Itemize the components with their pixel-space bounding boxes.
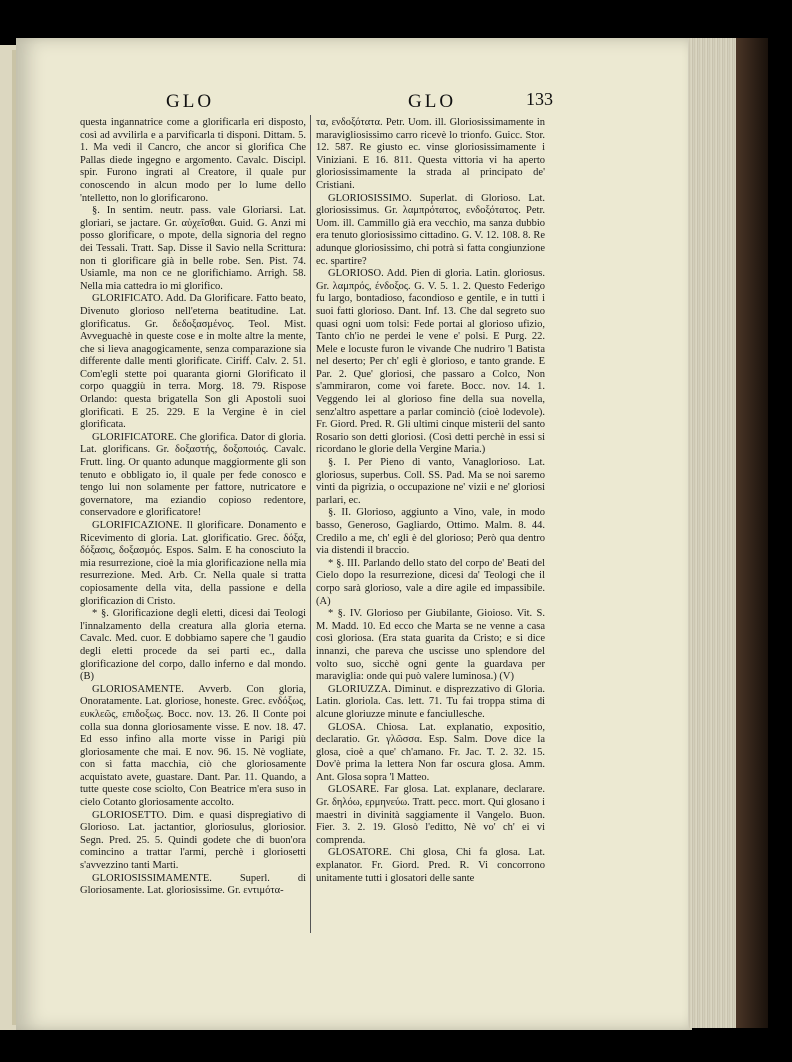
dictionary-entry: GLORIFICAZIONE. Il glorificare. Donamento e Ricevimento di gloria. Lat. glorificatio. Grec. δόξα, δόξασις, δοξασμός. Espos. Salm. E ha conosciuto la mia resurrezione, cioè la mia glorificazione nella mia resurrezione. Med. Arb. Cr. Nella quale si tratta copiosamente della vita, della passione e della glorificazion di Cristo.	[80, 520, 306, 607]
paragraph: τα, ενδοξότατα. Petr. Uom. ill. Gloriosissimamente in maravigliosissimo carro ricevè lo trionfo. Guicc. Stor. 12. 587. Re giusto ec. vinse gloriosissimamente i Viniziani. E 16. 811. Questa vittoria vi ha aperto gloriosissimamente la strada al principato de' Cristiani.	[316, 117, 545, 191]
dictionary-entry: GLORIOSETTO. Dim. e quasi dispregiativo di Glorioso. Lat. jactantior, gloriosulus, gloriosior. Segn. Pred. 25. 5. Quindi godete che di buon'ora comincino a trattar l'armi, perchè i gloriosetti s'avvezzino tanti Marti.	[80, 809, 306, 872]
column-divider	[310, 115, 311, 933]
paragraph: §. II. Glorioso, aggiunto a Vino, vale, in modo basso, Generoso, Gagliardo, Ottimo. Malm. 8. 44. Credilo a me, ch' egli è del glorioso; Però qua dentro via distendi il braccio.	[316, 507, 545, 557]
book-cover	[736, 38, 768, 1028]
paragraph: * §. Glorificazione degli eletti, dicesi dai Teologi l'innalzamento della creatura alla gloria eterna. Cavalc. Med. cuor. E dobbiamo sapere che 'l gaudio degli eletti procede da sei parti ec., dalla glorificazione del corpo, dallo inferno e dal mondo. (B)	[80, 608, 306, 683]
page-fore-edge	[688, 38, 738, 1028]
running-head-right: GLO	[408, 91, 457, 112]
dictionary-entry: GLORIFICATORE. Che glorifica. Dator di gloria. Lat. glorificans. Gr. δοξαστής, δοξοποιός. Cavalc. Frutt. ling. Or quanto adunque maggiormente gli son tenuto e obbligato io, il quale per fede conosco e tengo lui non solamente per fattore, nutricatore e governatore, ma eziandio copioso redentore, conservadore e glorificatore!	[80, 431, 306, 519]
right-column	[316, 117, 545, 885]
dictionary-entry: GLOSA. Chiosa. Lat. explanatio, expositio, declaratio. Gr. γλῶσσα. Esp. Salm. Dove dice la glosa, cioè a que' ch'amano. Fr. Jac. T. 2. 32. 15. Dov'è prima la lettera Non far oscura glosa. Amm. Ant. Glosa sopra 'l Matteo.	[316, 721, 545, 783]
running-head-left: GLO	[166, 91, 215, 112]
page-number: 133	[526, 89, 553, 109]
paragraph: * §. IV. Glorioso per Giubilante, Gioioso. Vit. S. M. Madd. 10. Ed ecco che Marta se ne venne a casa così gloriosa. (Era stata guarita da Cristo; e si dice innanzi, che pareva che uscisse uno splendore del volto suo, sicchè ogni gente la guardava per maraviglia: onde qui può valere luminosa.) (V)	[316, 608, 545, 683]
dictionary-entry: GLOSATORE. Chi glosa, Chi fa glosa. Lat. explanator. Fr. Giord. Pred. R. Vi concorrono unitamente tutti i glosatori delle sante	[316, 847, 545, 884]
paragraph: * §. III. Parlando dello stato del corpo de' Beati del Cielo dopo la resurrezione, dicesi da' Teologi che il corpo sarà glorioso, vale a dire agile ed impassibile. (A)	[316, 557, 545, 607]
dictionary-entry: GLORIOSISSIMAMENTE. Superl. di Gloriosamente. Lat. gloriosissime. Gr. εντιμότα-	[80, 872, 306, 897]
paragraph: §. In sentim. neutr. pass. vale Gloriarsi. Lat. gloriari, se jactare. Gr. αὐχεῖσθαι. Guid. G. Anzi mi posso glorificare, o mpote, della signoria del regno dei Tessali. Tratt. Sap. Disse il Savio nella Scrittura: non ti glorificare già in belle robe. Sen. Pist. 74. Usiamle, ma non ce ne glorifichiamo. Arrigh. 58. Nella mia cattedra io mi glorifico.	[80, 205, 306, 292]
paragraph: §. I. Per Pieno di vanto, Vanaglorioso. Lat. gloriosus, superbus. Coll. SS. Pad. Ma se noi saremo vinti da pigrizia, o occupazione ne' vizii e ne' gloriosi parlari, ec.	[316, 457, 545, 506]
paragraph: questa ingannatrice come a glorificarla eri disposto, così ad avvilirla e a parvificarla ti disponi. Dittam. 5. 1. Ma vedi il Cancro, che ancor si glorifica Che Pallas diede ingegno e argomento. Cavalc. Discipl. spir. Furono ingrati al Creatore, il quale pur conoscendo in alcun modo per lo lume dello 'ntelletto, non lo glorificarono.	[80, 117, 306, 204]
dictionary-entry: GLORIUZZA. Diminut. e disprezzativo di Gloria. Latin. gloriola. Cas. lett. 71. Tu fai troppa stima di alcune gloriuzze minute e fanciullesche.	[316, 683, 545, 720]
left-column	[80, 117, 306, 898]
dictionary-entry: GLORIOSISSIMO. Superlat. di Glorioso. Lat. gloriosissimus. Gr. λαμπρότατος, ενδοξότατος. Petr. Uom. ill. Cammillo già era vecchio, ma sanza dubbio era tenuto gloriosissimo cittadino. G. V. 12. 108. 8. Re adunque gloriosissimo, chi potrà sì fatta congiunzione ec. spartire?	[316, 192, 545, 267]
dictionary-entry: GLORIOSAMENTE. Avverb. Con gloria, Onoratamente. Lat. gloriose, honeste. Grec. ενδόξως, ευκλεῶς, επιδοξως. Bocc. nov. 13. 26. Il Conte poi colla sua donna gloriosamente visse. E nov. 18. 47. Ed esso infino alla morte visse in Parigi più gloriosamente che mai. E nov. 96. 15. Nè vogliate, con sì fatta macchia, ciò che gloriosamente acquistato avete, guastare. Dant. Par. 11. Quando, a tutte queste cose sciolto, Con Beatrice m'era suso in cielo Cotanto gloriosamente accolto.	[80, 683, 306, 809]
dictionary-entry: GLORIOSO. Add. Pien di gloria. Latin. gloriosus. Gr. λαμπρός, ένδοξος. G. V. 5. 1. 2. Questo Federigo fu largo, bontadioso, facondioso e gentile, e in tutti i suoi fatti glorioso. Dant. Inf. 13. Che dal segreto suo quasi ogni uom tolsi: Fede portai al glorioso ufizio, Tanto ch'io ne perdei le vene e' polsi. E Purg. 22. Mele e locuste furon le vivande Che nudriro 'l Batista nel deserto; Per ch' egli è glorioso, e tanto grande. E Par. 2. Que' gloriosi, che passaro a Colco, Non s'ammiraron, come voi farete. Bocc. nov. 14. 1. Veggendo lei al glorioso fine della sua novella, senz'altro aspettare a parlar cominciò (cioè lodevole). Fr. Giord. Pred. R. Gli ultimi cinque misterii del santo Rosario son detti gloriosi. (Così detti perchè in essi si ricordano le glorie della Vergine Maria.)	[316, 268, 545, 456]
dictionary-entry: GLORIFICATO. Add. Da Glorificare. Fatto beato, Divenuto glorioso nell'eterna beatitudine. Lat. glorificatus. Gr. δεδοξασμένος. Teol. Mist. Avveguachè in queste cose e in molte altre la mente, che si lieva anagogicamente, senza comparazione sia differente dalle menti glorificate. Ciriff. Calv. 2. 51. Com'egli stette poi quaranta giorni Glorificato il corpo quaggiù in terra. Morg. 18. 79. Rispose Orlando: questa brigatella Son gli Apostoli suoi glorificati. E 25. 229. E la Vergine è in ciel glorificata.	[80, 293, 306, 431]
dictionary-entry: GLOSARE. Far glosa. Lat. explanare, declarare. Gr. δηλόω, ερμηνεύω. Tratt. pecc. mort. Qui glosano i maestri in divinità saggiamente il Vangelo. Buon. Fier. 3. 2. 19. Glosò l'editto, Nè vo' ch' ei vi comprenda.	[316, 784, 545, 846]
